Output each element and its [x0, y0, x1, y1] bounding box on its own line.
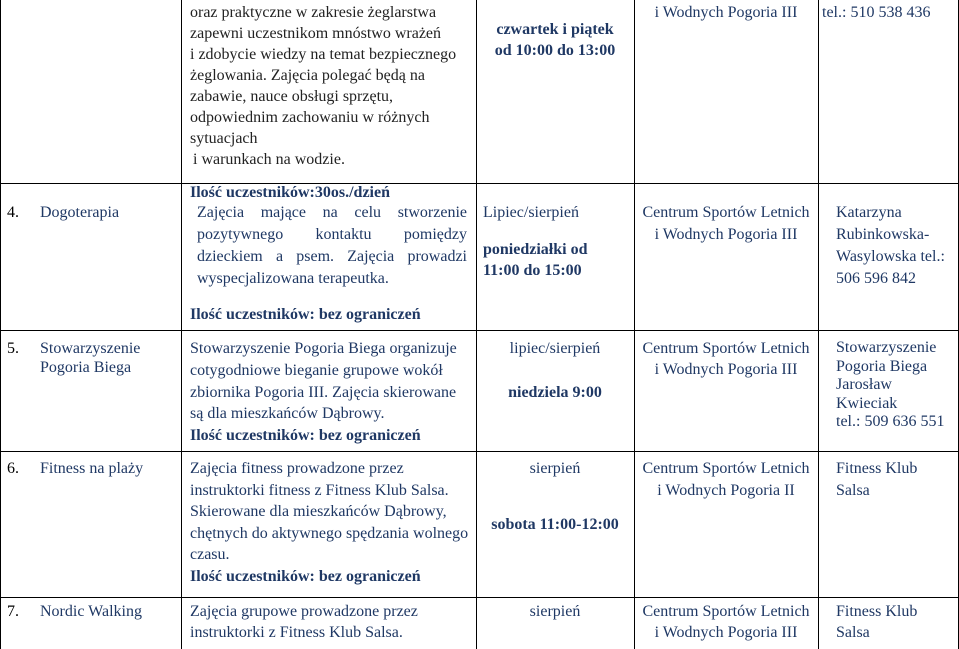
location-line: Centrum Sportów Letnich	[642, 603, 810, 620]
schedule-time: niedziela 9:00	[508, 384, 602, 401]
activity-location	[634, 601, 818, 643]
schedule-times	[476, 514, 634, 535]
description-line: dzieckiem a psem. Zajęcia prowadzi	[197, 248, 467, 265]
description-line: oraz praktyczne w zakresie żeglarstwa	[190, 4, 437, 21]
activity-contact	[836, 339, 954, 432]
activity-name	[40, 601, 142, 622]
row-divider	[0, 451, 959, 452]
contact-line: Rubinkowska-	[836, 226, 930, 243]
row-number: 4.	[7, 204, 19, 221]
row-divider	[0, 183, 959, 184]
schedule-time: 11:00 do 15:00	[483, 262, 582, 279]
row-divider	[0, 597, 959, 598]
column-divider	[476, 0, 477, 649]
description-line: odpowiednim zachowaniu w różnych	[190, 109, 430, 126]
contact-line: 506 596 842	[836, 270, 916, 287]
description-line: Zajęcia grupowe prowadzone przez	[190, 603, 418, 620]
activity-name-line: Pogoria Biega	[40, 359, 132, 376]
description-line: sytuacjach	[190, 130, 258, 147]
description-line: i warunkach na wodzie.	[193, 151, 345, 168]
activity-description	[190, 458, 468, 588]
activity-description	[190, 338, 457, 447]
description-line: Zajęcia mające na celu stworzenie	[197, 204, 467, 221]
description-line: cotygodniowe bieganie grupowe wokół	[190, 361, 443, 379]
schedule-months: Lipiec/sierpień	[483, 204, 579, 221]
description-line: żeglowania. Zajęcia polegać będą na	[190, 67, 425, 84]
contact-line: Salsa	[836, 624, 870, 641]
row-divider	[0, 330, 959, 331]
description-line: zapewni uczestnikom mnóstwo wrażeń	[190, 25, 442, 42]
sailing-contact	[822, 2, 930, 23]
schedule-months: sierpień	[529, 603, 581, 620]
row-number: 5.	[7, 340, 19, 357]
sailing-participants: Ilość uczestników:30os./dzień	[190, 184, 390, 201]
schedule-time: poniedziałki od	[483, 241, 588, 258]
activity-contact	[836, 202, 954, 290]
activity-description	[190, 601, 418, 643]
activity-location	[634, 338, 818, 380]
activity-location	[634, 458, 818, 502]
sailing-location	[634, 2, 818, 23]
description-line: instruktorki z Fitness Klub Salsa.	[190, 624, 403, 641]
location-line: Centrum Sportów Letnich	[642, 340, 810, 357]
participants-count: Ilość uczestników: bez ograniczeń	[190, 427, 421, 444]
contact-line: Wasylowska tel.:	[836, 248, 945, 265]
schedule-times	[476, 382, 634, 403]
contact-line: Pogoria Biega	[836, 357, 928, 375]
description-line: Stowarzyszenie Pogoria Biega organizuje	[190, 340, 457, 357]
description-line: są dla mieszkańców Dąbrowy.	[190, 405, 385, 423]
location-line: i Wodnych Pogoria III	[654, 361, 798, 378]
contact-line: Katarzyna	[836, 204, 902, 221]
activity-contact	[836, 601, 954, 643]
contact-line: Kwieciak	[836, 394, 898, 412]
location-line: Centrum Sportów Letnich	[642, 460, 810, 477]
location-line: i Wodnych Pogoria II	[657, 482, 795, 499]
activity-location	[634, 202, 818, 246]
activity-description	[197, 202, 467, 290]
activity-name-line: Dogoterapia	[40, 204, 120, 221]
activity-name-line: Stowarzyszenie	[40, 340, 141, 357]
location-line: i Wodnych Pogoria III	[654, 624, 798, 641]
contact-line: tel.: 509 636 551	[836, 413, 945, 430]
contact-line: tel.: 510 538 436	[822, 4, 931, 21]
activity-name	[40, 458, 143, 480]
activity-name-line: Nordic Walking	[40, 603, 142, 620]
column-divider	[181, 0, 182, 649]
sailing-description	[190, 2, 456, 170]
contact-line: Stowarzyszenie	[836, 339, 937, 356]
location-line: Centrum Sportów Letnich	[642, 204, 810, 221]
description-line: Zajęcia fitness prowadzone przez	[190, 460, 404, 477]
location-line: i Wodnych Pogoria III	[654, 226, 798, 243]
description-line: zbiornika Pogoria III. Zajęcia skierowane	[190, 383, 457, 401]
schedule-time: czwartek i piątek	[496, 21, 614, 38]
contact-line: Jarosław	[836, 376, 892, 393]
contact-line: Fitness Klub	[836, 460, 918, 477]
description-line: zabawie, nauce obsługi sprzętu,	[190, 88, 394, 105]
activity-name	[40, 339, 140, 377]
schedule-months: lipiec/sierpień	[509, 340, 601, 357]
row-number: 7.	[7, 603, 19, 620]
description-line: instruktorki fitness z Fitness Klub Salsa.	[190, 481, 449, 499]
schedule-times	[483, 239, 587, 281]
row-number: 6.	[7, 460, 19, 477]
participants-count: Ilość uczestników: bez ograniczeń	[190, 306, 421, 323]
activity-name-line: Fitness na plaży	[40, 460, 144, 477]
column-divider	[818, 0, 819, 649]
schedule-time: sobota 11:00-12:00	[491, 516, 619, 533]
contact-line: Salsa	[836, 482, 870, 499]
column-divider	[634, 0, 635, 649]
description-line: i zdobycie wiedzy na temat bezpiecznego	[190, 46, 457, 63]
description-line: Skierowane dla mieszkańców Dąbrowy,	[190, 503, 447, 521]
description-line: czasu.	[190, 546, 230, 564]
schedule-time: od 10:00 do 13:00	[494, 42, 616, 59]
schedule-months: sierpień	[529, 460, 581, 477]
sailing-schedule	[476, 19, 634, 61]
activity-contact	[836, 458, 954, 502]
participants-count: Ilość uczestników: bez ograniczeń	[190, 567, 421, 585]
description-line: chętnych do aktywnego spędzania wolnego	[190, 524, 469, 542]
description-line: wyspecjalizowana terapeutka.	[197, 270, 389, 287]
table-left-border	[0, 0, 1, 649]
contact-line: Fitness Klub	[836, 603, 918, 620]
location-line: i Wodnych Pogoria III	[654, 4, 798, 21]
description-line: pozytywnego kontaktu pomiędzy	[197, 226, 467, 243]
activity-name	[40, 202, 119, 224]
